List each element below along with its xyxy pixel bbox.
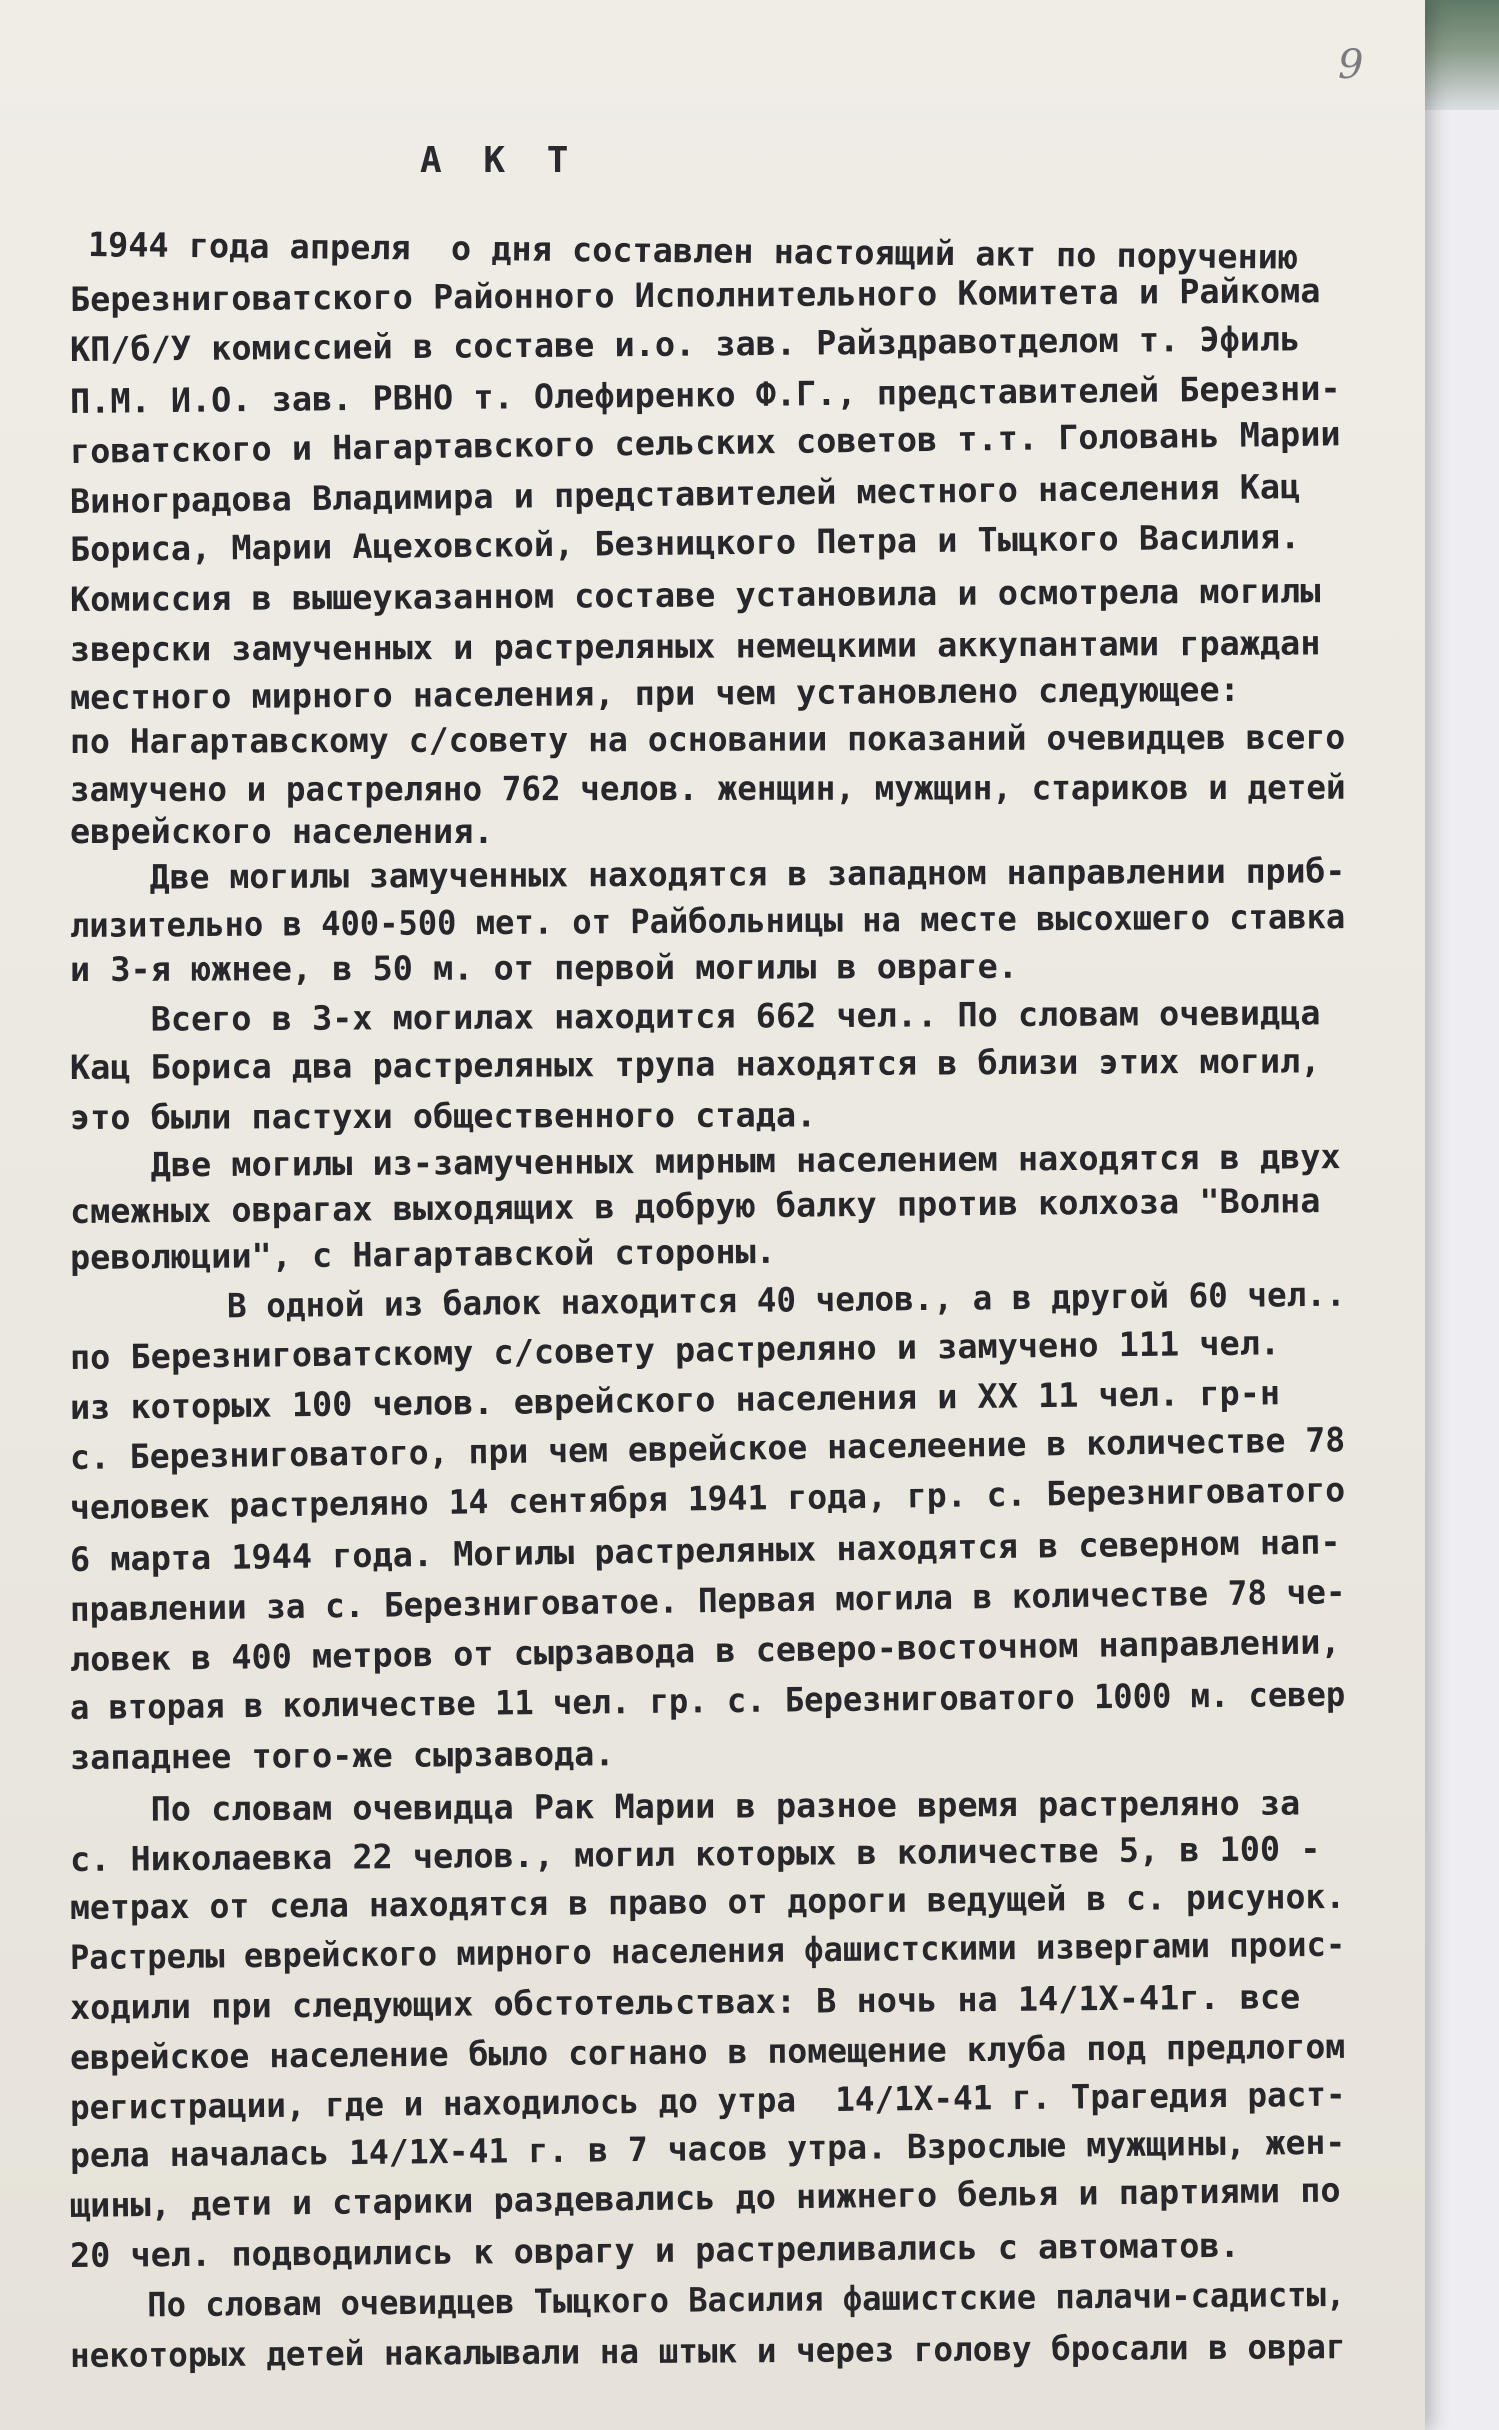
text-line: западнее того-же сырзавода. <box>69 1734 615 1777</box>
text-line: и 3-я южнее, в 50 м. от первой могилы в овраге. <box>69 946 1018 989</box>
text-line: правлении за с. Березниговатое. Первая могила в количестве 78 че- <box>69 1572 1346 1629</box>
page-number: 9 <box>1338 42 1364 88</box>
text-line: говатского и Нагартавского сельских советов т.т. Головань Марии <box>69 414 1341 471</box>
text-line: Кац Бориса два растреляных трупа находятся в близи этих могил, <box>69 1041 1321 1087</box>
text-line: щины, дети и старики раздевались до нижнего белья и партиями по <box>69 2170 1341 2225</box>
text-line: зверски замученных и растреляных немецкими аккупантами граждан <box>69 623 1321 669</box>
text-line: замучено и растреляно 762 челов. женщин, мужщин, стариков и детей <box>69 767 1346 809</box>
text-line: регистрации, где и находилось до утра 14/1Х-41 г. Трагедия раст- <box>69 2074 1346 2127</box>
text-line: это были пастухи общественного стада. <box>69 1095 817 1137</box>
text-line: еврейского населения. <box>70 812 494 851</box>
text-line: местного мирного населения, при чем установлено следующее: <box>69 669 1240 717</box>
text-line: Комиссия в вышеуказанном составе установила и осмотрела могилы <box>69 571 1321 619</box>
text-line: революции", с Нагартавской стороны. <box>69 1231 777 1277</box>
text-line: Две могилы замученных находятся в западном направлении приб- <box>69 851 1346 897</box>
text-line: Бориса, Марии Ацеховской, Безницкого Петра и Тыцкого Василия. <box>69 517 1301 569</box>
text-line: 6 марта 1944 года. Могилы растреляных находятся в северном нап- <box>69 1522 1341 1579</box>
text-line: некоторых детей накалывали на штык и через голову бросали в овраг <box>69 2327 1346 2375</box>
text-line: рела началась 14/1Х-41 г. в 7 часов утра. Взрослые мужщины, жен- <box>69 2122 1346 2175</box>
text-line: смежных оврагах выходящих в добрую балку против колхоза "Волна <box>69 1181 1321 1231</box>
text-line: из которых 100 челов. еврейского населения и ХХ 11 чел. гр-н <box>69 1373 1281 1427</box>
text-line: по Нагартавскому с/совету на основании показаний очевидцев всего <box>69 717 1346 761</box>
text-line: с. Николаевка 22 челов., могил которых в количестве 5, в 100 - <box>69 1829 1321 1879</box>
text-line: ловек в 400 метров от сырзавода в северо-восточном направлении, <box>69 1622 1341 1679</box>
text-line: 1944 года апреля о дня составлен настоящий акт по поручению <box>87 225 1299 277</box>
background-right <box>1425 0 1499 2430</box>
text-line: В одной из балок находится 40 челов., а в другой 60 чел.. <box>69 1274 1346 1327</box>
text-line: По словам очевидцев Тыцкого Василия фашистские палачи-садисты, <box>69 2274 1346 2325</box>
text-line: Растрелы еврейского мирного населения фашистскими извергами проис- <box>69 1924 1346 1977</box>
text-line: еврейское население было согнано в помещение клуба под предлогом <box>69 2026 1346 2077</box>
text-line: 20 чел. подводились к оврагу и растреливались с автоматов. <box>69 2225 1240 2275</box>
text-line: П.М. И.О. зав. РВНО т. Олефиренко Ф.Г., представителей Березни- <box>69 368 1341 421</box>
text-line: а вторая в количестве 11 чел. гр. с. Березниговатого 1000 м. север <box>69 1674 1346 1727</box>
text-line: с. Березниговатого, при чем еврейское населеение в количестве 78 <box>69 1420 1346 1477</box>
text-line: человек растреляно 14 сентября 1941 года, гр. с. Березниговатого <box>69 1470 1346 1527</box>
text-line: Всего в 3-х могилах находится 662 чел.. По словам очевидца <box>69 993 1321 1039</box>
text-line: Виноградова Владимира и представителей местного населения Кац <box>69 466 1301 521</box>
text-line: ходили при следующих обстотельствах: В ночь на 14/1Х-41г. все <box>69 1977 1301 2027</box>
text-line: Березниговатского Районного Исполнительного Комитета и Райкома <box>69 271 1321 319</box>
text-line: КП/б/У комиссией в составе и.о. зав. Райздравотделом т. Эфиль <box>69 319 1301 369</box>
text-line: метрах от села находятся в право от дороги ведущей в с. рисунок. <box>69 1876 1346 1927</box>
text-line: лизительно в 400-500 мет. от Райбольницы на месте высохшего ставка <box>69 897 1346 945</box>
document-title: А К Т <box>420 140 579 181</box>
text-line: По словам очевидца Рак Марии в разное время растреляно за <box>69 1783 1301 1829</box>
text-line: Две могилы из-замученных мирным населением находятся в двух <box>69 1137 1341 1185</box>
text-line: по Березниговатскому с/совету растреляно и замучено 111 чел. <box>69 1323 1281 1377</box>
